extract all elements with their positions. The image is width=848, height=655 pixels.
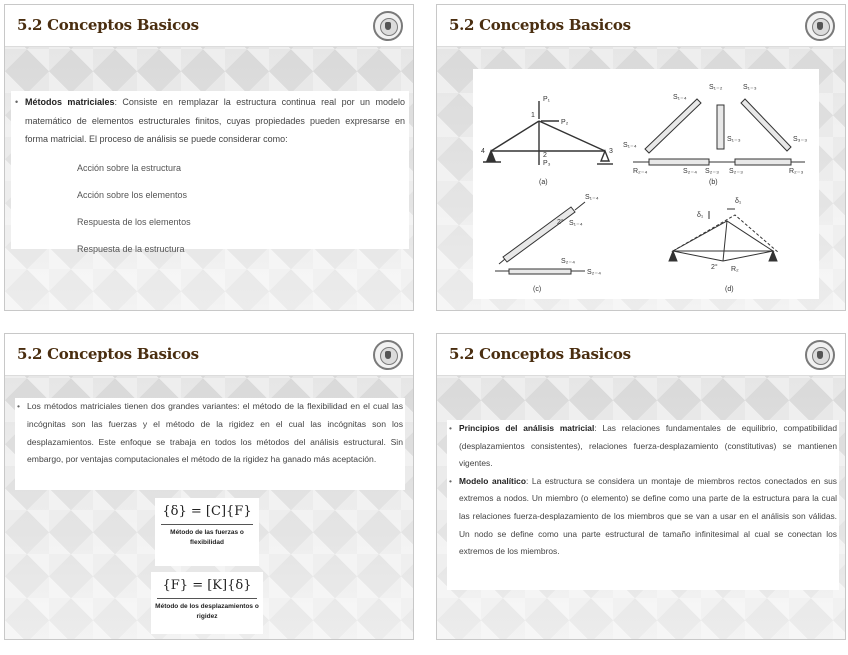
flexibility-caption: Método de las fuerzas o flexibilidad: [170, 529, 244, 546]
bullet-principios: [449, 420, 837, 473]
bullet-bold: Métodos matriciales: [25, 97, 115, 107]
slide-title: 5.2 Conceptos Basicos: [449, 345, 631, 363]
university-seal-icon: [805, 340, 835, 370]
panel-label-a: (a): [539, 179, 548, 186]
bullet-text: : La estructura se considera un montaje de miembros rectos conectados en sus extremos a nodos. Un miembro (o elemento) se define como una parte de la estructura para la cual las relaciones fuerza-desplazamiento de los miembros que se van a usar en el análisis son válidas. Un nodo se define como una parte estructural de tamaño infinitesimal al cual se conectan los extremos de los miembros.: [459, 475, 837, 557]
label-s13b: S₁₋₃: [727, 136, 741, 143]
label-d-angle: 2°: [711, 264, 718, 271]
slide-title: 5.2 Conceptos Basicos: [17, 345, 199, 363]
label-s12a: S₁₋₂: [709, 84, 723, 91]
content-box: [447, 420, 839, 590]
content-box: [11, 91, 409, 254]
label-c-angle: 2°: [557, 219, 564, 226]
slide-header: [437, 5, 845, 47]
bullet-bold: Principios del análisis matricial: [459, 423, 595, 433]
panel-label-c: (c): [533, 286, 542, 293]
slide-2[interactable]: [436, 4, 846, 311]
bullet-bold: Modelo analítico: [459, 475, 526, 486]
label-c-s24b: S₂₋₄: [587, 269, 601, 276]
label-d-delta: δ₁: [735, 198, 742, 205]
bullet-text: : Las relaciones fundamentales de equilibrio, compatibilidad (desplazamientos consistentes), relaciones fuerza-desplazamiento (constitutivas) se mantienen vigentes.: [459, 423, 837, 469]
stiffness-equation: {F} = [K]{δ}: [157, 572, 257, 599]
label-node-2: 2: [543, 152, 547, 159]
label-r24: R₂₋₄: [633, 168, 648, 175]
university-seal-icon: [373, 11, 403, 41]
label-node-3: 3: [609, 148, 613, 155]
label-s23: S₂₋₃: [705, 168, 719, 175]
slide-header: [5, 5, 413, 47]
label-s14: S₁₋₄: [623, 142, 637, 149]
process-step: Acción sobre la estructura: [77, 162, 182, 173]
bullet-modelo-analitico: [449, 473, 837, 561]
label-p1: P₁: [543, 96, 551, 103]
label-c-s14: S₁₋₄: [585, 194, 599, 201]
panel-label-d: (d): [725, 286, 734, 293]
panel-label-b: (b): [709, 179, 718, 186]
university-seal-icon: [805, 11, 835, 41]
label-s33: S₃₋₃: [793, 136, 808, 143]
label-s23b: S₂₋₃: [729, 168, 743, 175]
slide-1[interactable]: [4, 4, 414, 311]
label-p2: P₂: [561, 119, 569, 126]
truss-figure: [473, 69, 819, 299]
university-seal-icon: [373, 340, 403, 370]
stiffness-caption: Método de los desplazamientos o rigidez: [155, 603, 259, 620]
label-c-s14b: S₁₋₄: [569, 220, 583, 227]
label-c-s24: S₂₋₄: [561, 258, 575, 265]
process-step: Respuesta de los elementos: [77, 216, 191, 227]
process-step: Acción sobre los elementos: [77, 189, 188, 200]
label-d-delta-left: δ₁: [697, 212, 704, 219]
stiffness-equation-box: [151, 572, 263, 634]
process-step: Respuesta de la estructura: [77, 243, 185, 254]
label-d-r: R₂: [731, 266, 739, 273]
label-node-4: 4: [481, 148, 485, 155]
label-s24: S₂₋₄: [683, 168, 697, 175]
figure-panel-d: [669, 209, 779, 261]
bullet-variantes: • Los métodos matriciales tienen dos grandes variantes: el método de la flexibilidad en el cual las incógnitas son las fuerzas y el método de la rigidez en el cual las incógnitas son los desplazamientos. Este enfoque se trabaja en todos los métodos del análisis estructural. Sin embargo, por ventajas computacionales el método de la rigidez ha ganado más aceptación.: [17, 398, 403, 469]
bullet-text: : Consiste en remplazar la estructura continua real por un modelo matemático de elementos estructurales finitos, cuyas propiedades pueden expresarse en forma matricial. El proceso de análisis se puede considerar como:: [25, 97, 405, 144]
process-steps-list: [15, 155, 405, 263]
flexibility-equation-box: [155, 498, 259, 566]
slide-title: 5.2 Conceptos Basicos: [17, 16, 199, 34]
bullet-metodos-matriciales: [15, 93, 405, 149]
label-r23: R₂₋₃: [789, 168, 804, 175]
slide-title: 5.2 Conceptos Basicos: [449, 16, 631, 34]
content-box: [15, 398, 405, 490]
figure-panel-a: [483, 101, 613, 165]
figure-panel-b: [633, 99, 808, 165]
slide-header: [5, 334, 413, 376]
label-s13: S₁₋₃: [743, 84, 757, 91]
label-p3: P₃: [543, 160, 551, 167]
label-node-1: 1: [531, 112, 535, 119]
slide-4[interactable]: [436, 333, 846, 640]
slide-header: [437, 334, 845, 376]
slide-3[interactable]: [4, 333, 414, 640]
flexibility-equation: {δ} = [C]{F}: [161, 498, 253, 525]
label-s1a: S₁₋₄: [673, 94, 687, 101]
